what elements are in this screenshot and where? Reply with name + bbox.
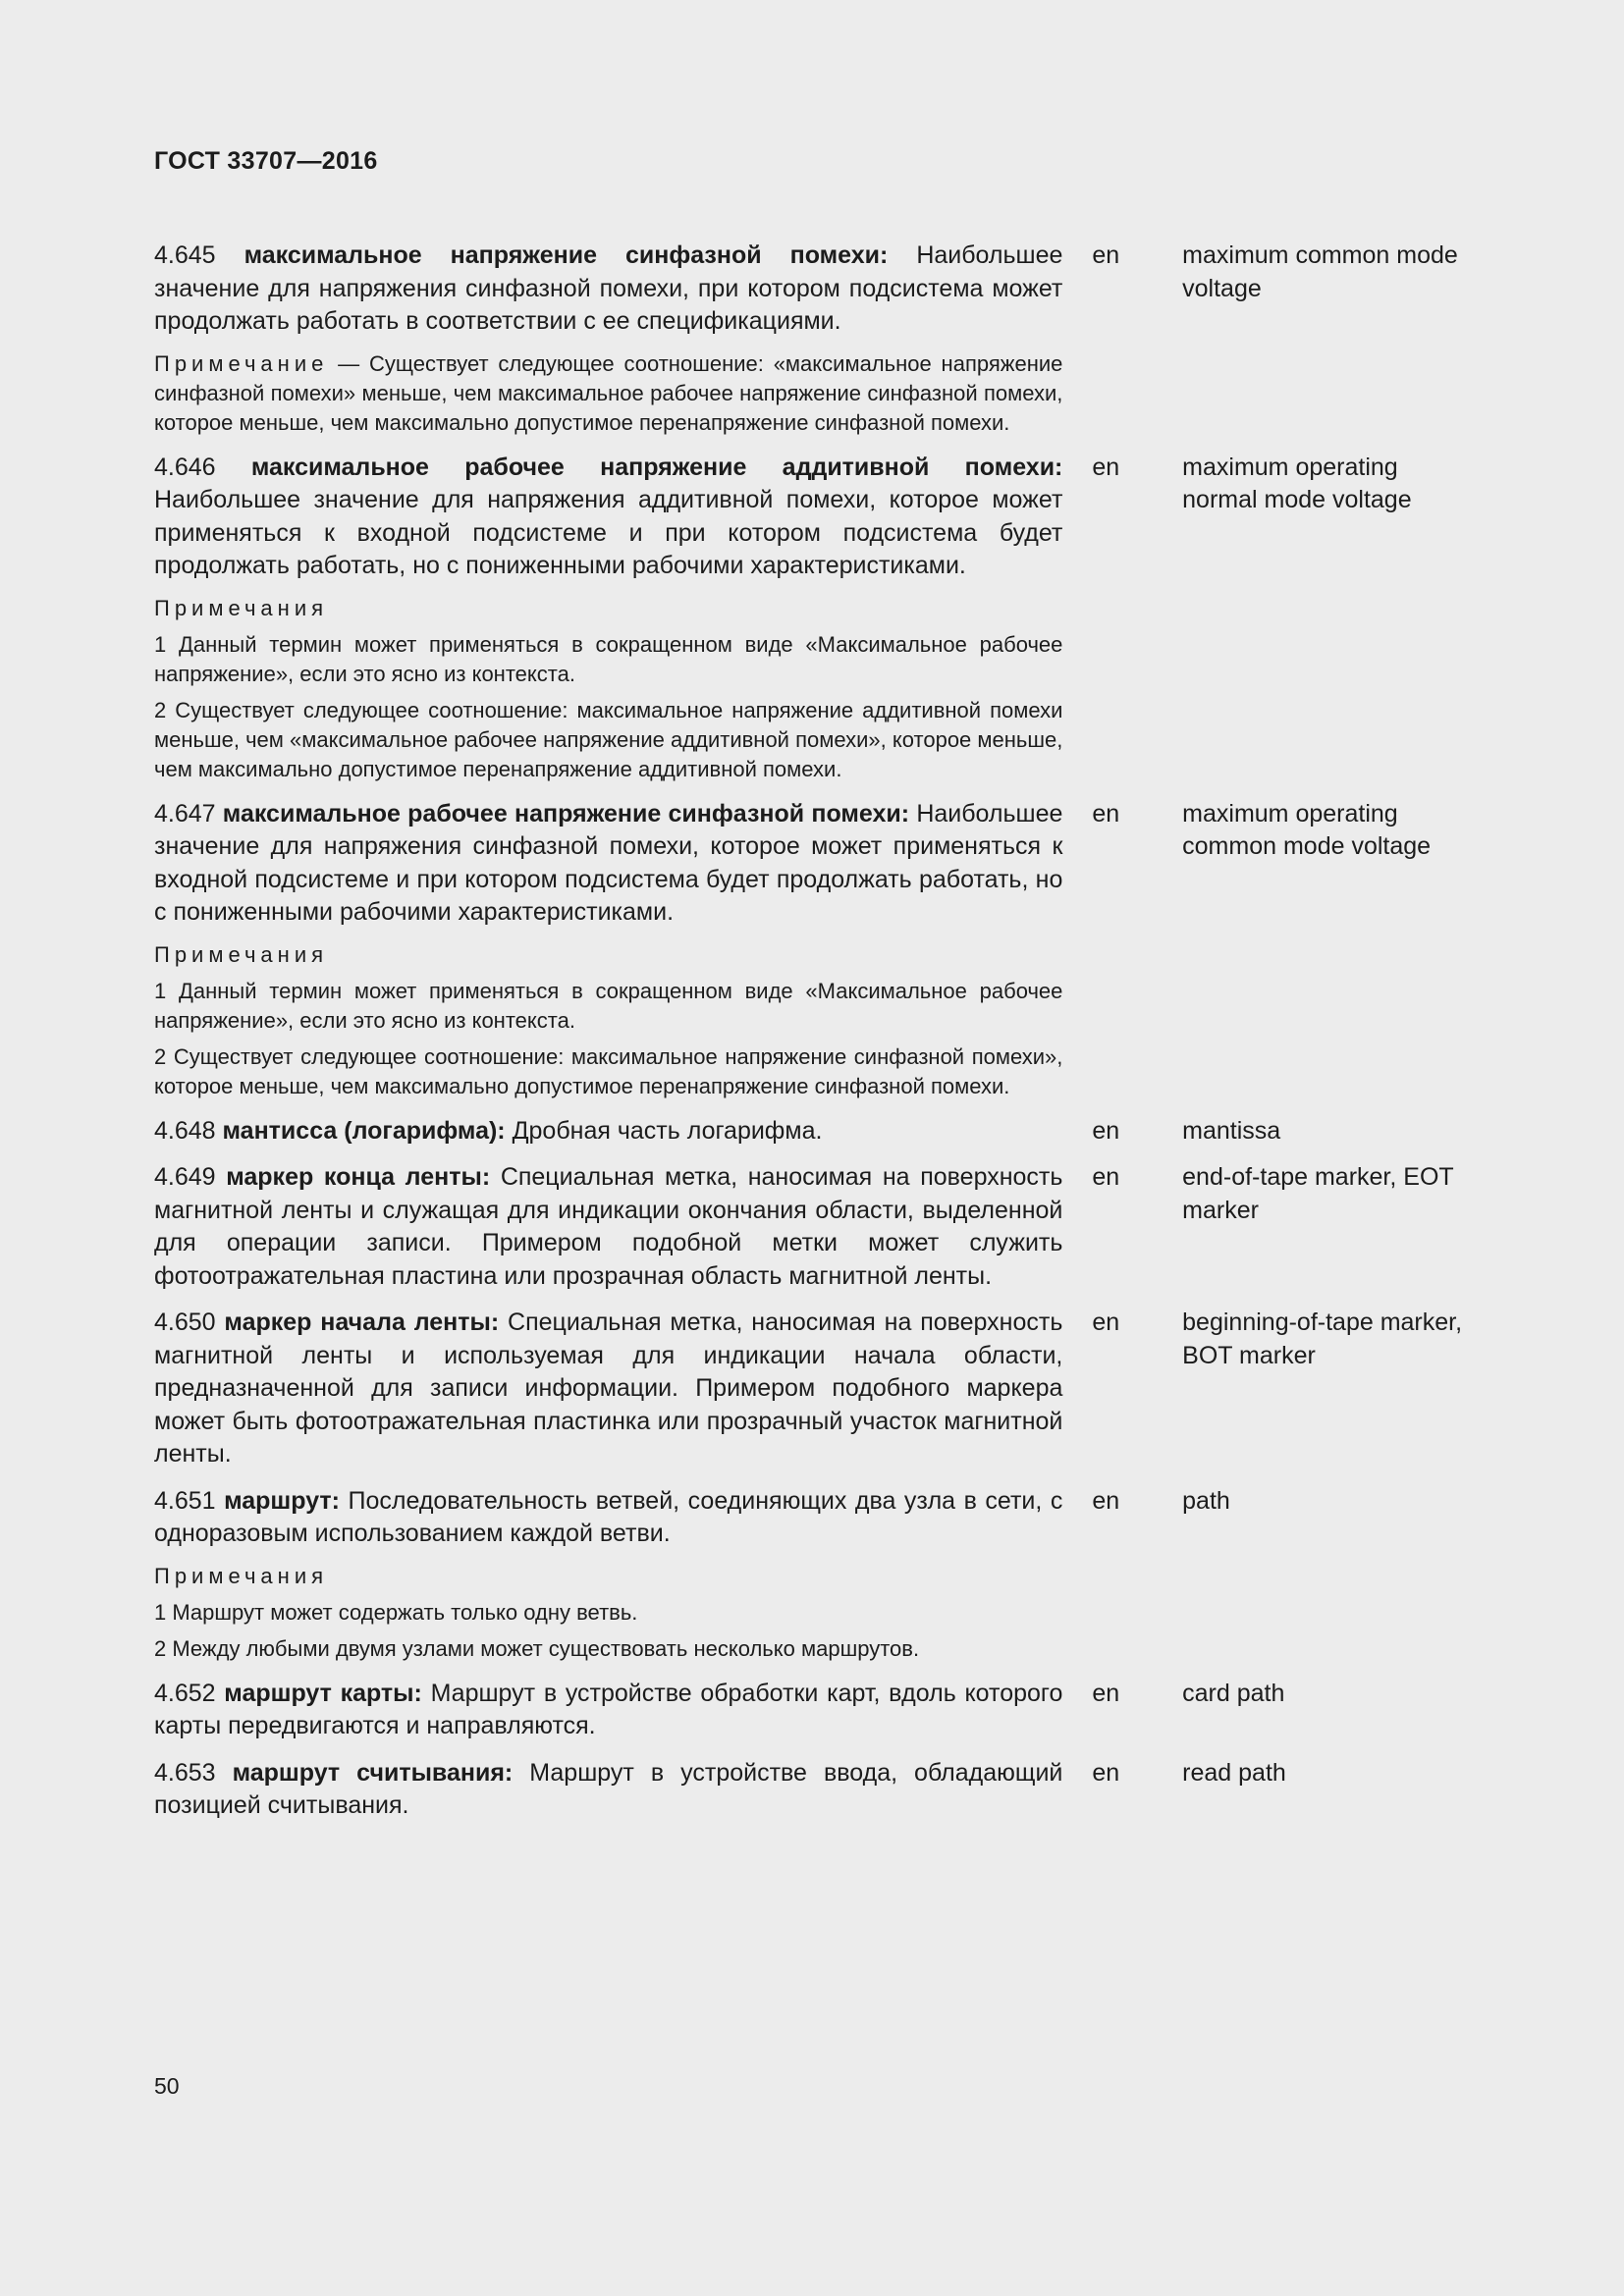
term-entry (154, 1485, 1470, 1664)
term-text: Специальная метка, наносимая на поверхность магнитной ленты и используемая для индикации начала области, предназначенной для записи информации. Примером подобного маркера может быть фотоотражательная пластинка или прозрачный участок магнитной ленты. (154, 1308, 1063, 1468)
note-item: 1 Данный термин может применяться в сокращенном виде «Максимальное рабочее напряжение», если это ясно из контекста. (154, 978, 1063, 1033)
term-definition (154, 798, 1062, 930)
term-entry (154, 452, 1470, 784)
language-code: en (1092, 1486, 1120, 1515)
term-number: 4.646 (154, 453, 216, 481)
language-code: en (1092, 799, 1120, 828)
term-definition (154, 1115, 1062, 1148)
term-text: Маршрут в устройстве обработки карт, вдоль которого карты передвигаются и направляются. (154, 1679, 1063, 1739)
term-entry (154, 1307, 1470, 1471)
page-header: ГОСТ 33707—2016 (154, 147, 378, 175)
term-name: маркер конца ленты: (226, 1163, 491, 1191)
term-number: 4.652 (154, 1679, 216, 1707)
term-name: маршрут карты: (224, 1679, 422, 1707)
language-code: en (1092, 453, 1120, 481)
english-equivalent: beginning-of-tape marker, BOT marker (1182, 1308, 1463, 1369)
term-definition (154, 452, 1062, 583)
english-equivalent: read path (1182, 1758, 1286, 1787)
term-text: Наибольшее значение для напряжения синфазной помехи, при котором подсистема может продолжать работать в соответствии с ее спецификациями. (154, 241, 1063, 335)
term-definition (154, 1307, 1062, 1471)
term-definition (154, 240, 1062, 339)
note-item: 1 Маршрут может содержать только одну ветвь. (154, 1599, 638, 1625)
term-name: максимальное рабочее напряжение синфазной помехи: (222, 799, 910, 828)
language-code: en (1092, 1163, 1120, 1191)
term-number: 4.653 (154, 1758, 216, 1787)
note-item: 2 Существует следующее соотношение: максимальное напряжение аддитивной помехи меньше, чем «максимальное рабочее напряжение аддитивной помехи», которое меньше, чем максимально допустимое перенапряжение аддитивной помехи. (154, 697, 1063, 781)
term-body (154, 452, 1062, 784)
note-item: 2 Существует следующее соотношение: максимальное напряжение синфазной помехи», которое меньше, чем максимально допустимое перенапряжение синфазной помехи. (154, 1043, 1063, 1098)
term-number: 4.651 (154, 1486, 216, 1515)
term-entry (154, 1115, 1470, 1148)
english-equivalent: maximum common mode voltage (1182, 241, 1458, 302)
term-definition (154, 1485, 1062, 1551)
note-item: 2 Между любыми двумя узлами может существовать несколько маршрутов. (154, 1635, 920, 1661)
term-number: 4.650 (154, 1308, 216, 1336)
term-definition (154, 1757, 1062, 1823)
term-text: Наибольшее значение для напряжения синфазной помехи, которое может применяться к входной подсистеме и при котором подсистема будет продолжать работать, но с пониженными рабочими характеристиками. (154, 799, 1063, 926)
term-number: 4.647 (154, 799, 216, 828)
term-body (154, 1757, 1062, 1823)
english-equivalent: maximum operating normal mode voltage (1182, 453, 1412, 513)
term-name: маршрут: (224, 1486, 340, 1515)
term-text: Маршрут в устройстве ввода, обладающий позицией считывания. (154, 1758, 1063, 1819)
term-entry (154, 240, 1470, 438)
term-entry (154, 1161, 1470, 1293)
term-number: 4.648 (154, 1116, 216, 1145)
english-equivalent: end-of-tape marker, EOT marker (1182, 1163, 1454, 1224)
notes-title: Примечания (154, 941, 329, 967)
term-definition (154, 1161, 1062, 1293)
term-definition (154, 1678, 1062, 1743)
notes-title: Примечания (154, 1563, 329, 1588)
english-equivalent: card path (1182, 1679, 1285, 1707)
language-code: en (1092, 241, 1120, 269)
term-body (154, 1115, 1062, 1148)
term-entry (154, 1678, 1470, 1743)
term-name: маршрут считывания: (232, 1758, 514, 1787)
term-entry (154, 1757, 1470, 1823)
term-text: Специальная метка, наносимая на поверхность магнитной ленты и служащая для индикации окончания области, выделенной для операции записи. Примером подобной метки может служить фотоотражательная пластина или прозрачная область магнитной ленты. (154, 1163, 1063, 1290)
english-equivalent: mantissa (1182, 1116, 1281, 1145)
term-body (154, 240, 1062, 438)
language-code: en (1092, 1758, 1120, 1787)
term-text: Наибольшее значение для напряжения аддитивной помехи, которое может применяться к входной подсистеме и при котором подсистема будет продолжать работать, но с пониженными рабочими характеристиками. (154, 486, 1063, 579)
term-number: 4.649 (154, 1163, 216, 1191)
term-name: мантисса (логарифма): (222, 1116, 506, 1145)
term-body (154, 1485, 1062, 1664)
terms-list (154, 240, 1470, 1837)
term-name: маркер начала ленты: (224, 1308, 500, 1336)
english-equivalent: path (1182, 1486, 1230, 1515)
term-text: Последовательность ветвей, соединяющих два узла в сети, с одноразовым использованием каждой ветви. (154, 1486, 1063, 1547)
term-entry (154, 798, 1470, 1101)
term-note (154, 349, 1062, 438)
language-code: en (1092, 1308, 1120, 1336)
page-number: 50 (154, 2073, 180, 2099)
language-code: en (1092, 1679, 1120, 1707)
term-name: максимальное напряжение синфазной помехи: (244, 241, 889, 269)
language-code: en (1092, 1116, 1120, 1145)
notes-title: Примечания (154, 595, 329, 620)
note-item: 1 Данный термин может применяться в сокращенном виде «Максимальное рабочее напряжение», если это ясно из контекста. (154, 631, 1063, 686)
note-label: Примечание (154, 350, 329, 376)
term-body (154, 1161, 1062, 1293)
term-body (154, 1307, 1062, 1471)
term-body (154, 1678, 1062, 1743)
term-text: Дробная часть логарифма. (512, 1116, 823, 1145)
term-number: 4.645 (154, 241, 216, 269)
term-body (154, 798, 1062, 1101)
english-equivalent: maximum operating common mode voltage (1182, 799, 1432, 860)
note-text: — Существует следующее соотношение: «максимальное напряжение синфазной помехи» меньше, чем максимальное рабочее напряжение синфазной помехи, которое меньше, чем максимально допустимое перенапряжение синфазной помехи. (154, 350, 1063, 435)
term-name: максимальное рабочее напряжение аддитивной помехи: (250, 453, 1063, 481)
